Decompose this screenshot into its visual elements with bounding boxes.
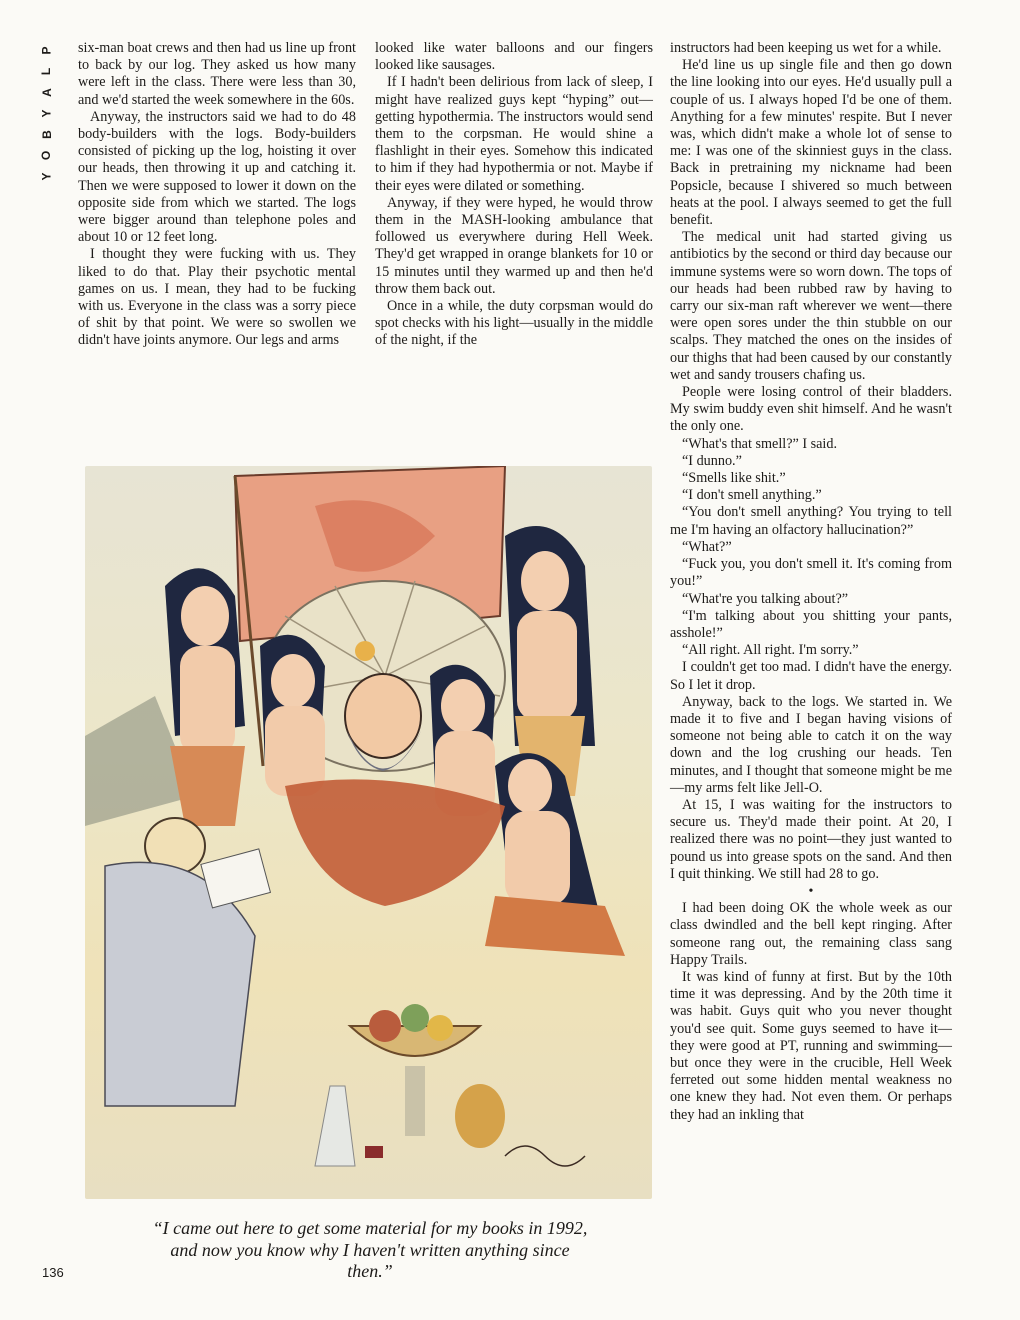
cartoonist-figure: [105, 818, 270, 1106]
artist-signature: [505, 1146, 585, 1166]
vertical-masthead: [38, 42, 56, 185]
body-paragraph: “I don't smell anything.”: [682, 487, 822, 504]
masthead-letter: O: [39, 150, 54, 161]
masthead-letter: Y: [39, 109, 54, 118]
masthead-letter: B: [39, 130, 54, 139]
illustration-drawing: [85, 466, 652, 1199]
page-number: 136: [42, 1265, 64, 1280]
body-paragraph: Anyway, if they were hyped, he would throw them in the MASH-looking ambulance that followed us everywhere during Hell Week. They'd get wrapped in orange blankets for 10 or 15 minutes until they warmed up and then he'd throw them back out.: [375, 194, 653, 297]
body-paragraph: “What?”: [682, 538, 732, 555]
body-paragraph: I had been doing OK the whole week as our class dwindled and the bell kept ringing. After someone rang out, the remaining class sang Happy Trails.: [670, 900, 952, 968]
body-paragraph: Anyway, back to the logs. We started in. We made it to five and I began having visions of someone not being able to catch it on the way down and the log crushing our heads. Ten minutes, and I thought that someone might be me—my arms felt like Jell-O.: [670, 693, 952, 796]
body-paragraph: I couldn't get too mad. I didn't have the energy. So I let it drop.: [670, 659, 952, 693]
drinking-glass: [315, 1086, 355, 1166]
bearded-man-head: [345, 674, 421, 758]
body-paragraph: “What's that smell?” I said.: [682, 435, 838, 452]
masthead-letter: P: [39, 46, 54, 55]
woman-figure-seated-right: [485, 753, 625, 956]
body-paragraph: looked like water balloons and our fingers looked like sausages.: [375, 40, 653, 74]
body-paragraph: Anyway, the instructors said we had to do 48 body-builders with the logs. Body-builders consisted of picking up the log, hoisting it over our heads, then throwing it up and catching it. Then we were supposed to lower it down on the opposite side from which we started. The logs were bigger around than telephone poles and about 10 or 12 feet long.: [78, 108, 356, 246]
text-column-2: [375, 40, 653, 350]
masthead-letter: A: [39, 88, 54, 97]
body-paragraph: Once in a while, the duty corpsman would do spot checks with his light—usually in the middle of the night, if the: [375, 298, 653, 349]
text-column-3: [670, 40, 952, 1124]
body-paragraph: “What're you talking about?”: [682, 590, 849, 607]
body-paragraph: “Fuck you, you don't smell it. It's coming from you!”: [670, 556, 952, 590]
woman-figure-center-left: [260, 635, 325, 796]
pineapple: [455, 1084, 505, 1148]
lighter: [365, 1146, 383, 1158]
body-paragraph: People were losing control of their bladders. My swim buddy even shit himself. And he wasn't the only one.: [670, 384, 952, 435]
body-paragraph: “All right. All right. I'm sorry.”: [682, 642, 859, 659]
masthead-letter: L: [39, 67, 54, 76]
cartoon-illustration: [85, 466, 652, 1199]
body-paragraph: six-man boat crews and then had us line up front to back by our log. They asked us how many were left in the class. There were less than 30, and we'd started the week somewhere in the 60s.: [78, 40, 356, 108]
body-paragraph: If I hadn't been delirious from lack of sleep, I might have realized guys kept “hyping” out—getting hypothermia. The instructors would send them to the corpsman. He would shine a flashlight in their eyes. Somehow this indicated to him if they had hypothermia or not. Maybe if their eyes were dilated or something.: [375, 74, 653, 194]
illustration-caption: “I came out here to get some material for my books in 1992, and now you know why I haven't written anything since then.”: [152, 1218, 588, 1281]
masthead-letter: Y: [39, 172, 54, 181]
section-break-bullet: •: [808, 883, 814, 899]
text-column-1: [78, 40, 356, 350]
body-paragraph: “I'm talking about you shitting your pants, asshole!”: [670, 607, 952, 641]
body-paragraph: I thought they were fucking with us. They liked to do that. Play their psychotic mental games on us. I mean, they had to be fucking with us. Everyone in the class was a sorry piece of shit by that point. We were so swollen we didn't have joints anymore. Our legs and arms: [78, 246, 356, 349]
body-paragraph: The medical unit had started giving us antibiotics by the second or third day because our immune systems were so worn down. The tops of our heads had been rubbed raw by having to carry our six-man raft wherever we went—there were open sores under the thin stubble on our scalps. They matched the ones on the insides of our thighs that had been caused by our constantly wet and sandy trousers chafing us.: [670, 229, 952, 383]
body-paragraph: It was kind of funny at first. But by the 10th time it was depressing. And by the 20th time it was habit. Guys quit who you never thought you'd see quit. Some guys seemed to have it—they were good at PT, running and swimming—but once they were in the crucible, Hell Week ferreted out some hidden mental weakness no one knew they had. Not even them. Or perhaps they had an inkling that: [670, 968, 952, 1123]
body-paragraph: “You don't smell anything? You trying to tell me I'm having an olfactory hallucination?”: [670, 504, 952, 538]
body-paragraph: “I dunno.”: [682, 452, 742, 469]
body-paragraph: “Smells like shit.”: [682, 470, 786, 487]
body-paragraph: At 15, I was waiting for the instructors to secure us. They'd made their point. At 20, I realized there was no point—they just wanted to pound us into grease spots on the sand. And then I quit thinking. We still had 28 to go.: [670, 796, 952, 882]
body-paragraph: He'd line us up single file and then go down the line looking into our eyes. He'd usually pull a couple of us. I always hoped I'd be one of them. Anything for a few minutes' respite. But I never was, which didn't make a whole lot of sense to me: I was one of the skinniest guys in the class. Back in pretraining my nickname had been Popsicle, because I shivered so much between heats at the pool. I always seemed to get the full benefit.: [670, 57, 952, 229]
body-paragraph: instructors had been keeping us wet for a while.: [670, 40, 942, 56]
sarong-cloth: [285, 779, 505, 906]
